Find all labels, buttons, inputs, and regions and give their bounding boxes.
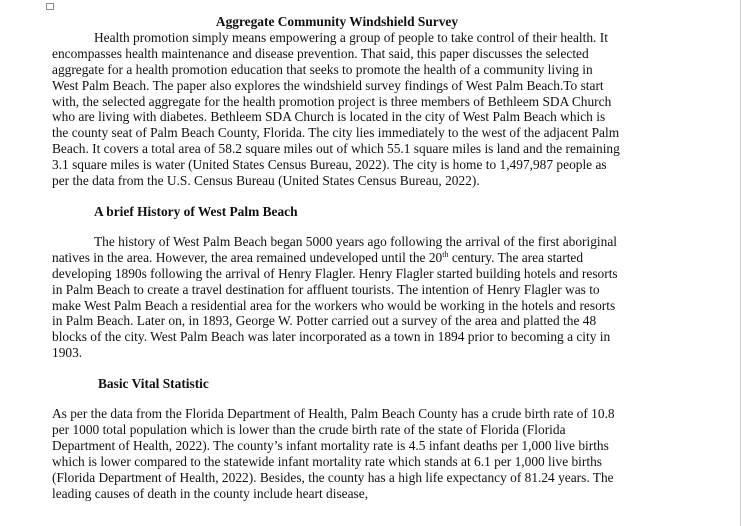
history-superscript: th [442,249,449,259]
document-page[interactable] [52,14,622,501]
vital-statistic-heading: Basic Vital Statistic [98,376,209,392]
history-text-part1: The history of West Palm Beach began 5000 years ago following the arrival of the first aboriginal natives in the area. However, the area remained undeveloped until the 20 [52,233,617,265]
history-text-part2: century. The area started developing 1890s following the arrival of Henry Flagler. Henry Flagler started building hotels and resorts in Palm Beach to create a travel destination for affluent tourists. The intention of Henry Flagler was to make West Palm Beach a residential area for the workers who would be working in the hotels and resorts in Palm Beach. Later on, in 1893, George W. Potter carried out a survey of the area and platted the 48 blocks of the city. West Palm Beach was later incorporated as a town in 1894 prior to becoming a city in 1903. [52,249,618,361]
history-paragraph [52,234,622,361]
intro-paragraph: Health promotion simply means empowering a group of people to take control of their health. It encompasses health maintenance and disease prevention. That said, this paper discusses the selected aggregate for a health promotion education that seeks to promote the health of a community living in West Palm Beach. The paper also explores the windshield survey findings of West Palm Beach.To start with, the selected aggregate for the health promotion project is three members of Bethleem SDA Church who are living with diabetes. Bethleem SDA Church is located in the city of West Palm Beach which is the county seat of Palm Beach County, Florida. The city lies immediately to the west of the adjacent Palm Beach. It covers a total area of 58.2 square miles out of which 55.1 square miles is land and the remaining 3.1 square miles is water (United States Census Bureau, 2022). The city is home to 1,497,987 people as per the data from the U.S. Census Bureau (United States Census Bureau, 2022). [52,29,620,189]
history-heading: A brief History of West Palm Beach [94,203,298,219]
vital-statistic-paragraph: As per the data from the Florida Department of Health, Palm Beach County has a crude birth rate of 10.8 per 1000 total population which is lower than the crude birth rate of the state of Florida (Florida Department of Health, 2022). The county’s infant mortality rate is 4.5 infant deaths per 1,000 live births which is lower compared to the statewide infant mortality rate which stands at 6.1 per 1,000 live births (Florida Department of Health, 2022). Besides, the county has a high life expectancy of 81.24 years. The leading causes of death in the county include heart disease, [52,406,615,501]
document-title: Aggregate Community Windshield Survey [215,14,459,29]
